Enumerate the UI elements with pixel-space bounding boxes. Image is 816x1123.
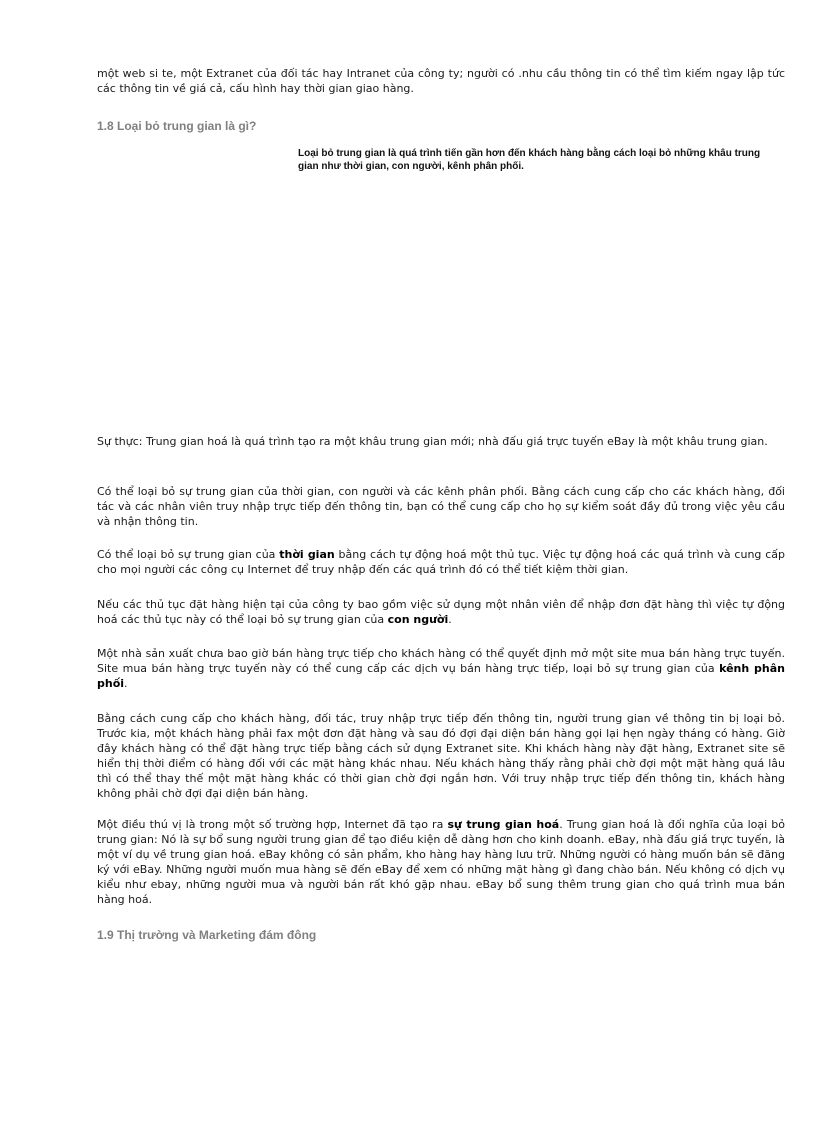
paragraph-time-text-a: Có thể loại bỏ sự trung gian của bbox=[97, 548, 280, 561]
section-heading-1-8: 1.8 Loại bỏ trung gian là gì? bbox=[97, 119, 257, 133]
paragraph-time-text-b: bằng cách tự động hoá một thủ tục. Việc tự động hoá các quá trình và cung cấp cho mọi người các công cụ Internet để truy nhập đến các quá trình đó có thể tiết kiệm thời gian. bbox=[97, 548, 785, 576]
intro-paragraph: một web si te, một Extranet của đối tác hay Intranet của công ty; người có .nhu cầu thông tin có thể tìm kiếm ngay lập tức các thông tin về giá cả, cấu hình hay thời gian giao hàng. bbox=[97, 67, 785, 95]
keyword-time: thời gian bbox=[279, 548, 335, 561]
paragraph-channel bbox=[97, 646, 785, 691]
definition-callout: Loại bỏ trung gian là quá trình tiến gần hơn đến khách hàng bằng cách loại bỏ những khâu trung gian như thời gian, con người, kênh phân phối. bbox=[298, 148, 761, 172]
keyword-channel: kênh phân phối bbox=[97, 662, 785, 690]
paragraph-intermediation-text-a: Một điều thú vị là trong một số trường hợp, Internet đã tạo ra bbox=[97, 818, 448, 831]
keyword-intermediation: sự trung gian hoá bbox=[447, 818, 560, 831]
paragraph-intermediation-text-b: . Trung gian hoá là đối nghĩa của loại bỏ trung gian: Nó là sự bổ sung người trung gian để tạo điều kiện dễ dàng hơn cho kinh doanh. eBay, nhà đấu giá trực tuyến, là một ví dụ về trung gian hoá. eBay không có sản phẩm, kho hàng hay hàng lưu trữ. Những người có hàng muốn bán sẽ đăng ký với eBay. Những người muốn mua hàng sẽ đến eBay để xem có những mặt hàng gì đang chào bán. Nếu không có dịch vụ kiểu như ebay, những người mua và người bán rất khó gặp nhau. eBay bổ sung thêm trung gian cho quá trình mua bán hàng hoá. bbox=[97, 818, 786, 906]
keyword-people: con người bbox=[387, 613, 449, 626]
paragraph-channel-end: . bbox=[124, 677, 128, 690]
paragraph-fact: Sự thực: Trung gian hoá là quá trình tạo ra một khâu trung gian mới; nhà đấu giá trực tuyến eBay là một khâu trung gian. bbox=[97, 435, 768, 448]
paragraph-people-end: . bbox=[448, 613, 452, 626]
paragraph-direct-access: Bằng cách cung cấp cho khách hàng, đối tác, truy nhập trực tiếp đến thông tin, người trung gian về thông tin bị loại bỏ. Trước kia, một khách hàng phải fax một đơn đặt hàng và sau đó đợi đại diện bán hàng gọi lại hẹn ngày tháng có hàng. Giờ đây khách hàng có thể đặt hàng trực tiếp bằng cách sử dụng Extranet site. Khi khách hàng này đặt hàng, Extranet site sẽ hiển thị thời điểm có hàng đối với các mặt hàng khác nhau. Nếu khách hàng thấy rằng phải chờ đợi một mặt hàng quá lâu thì có thể thay thế một mặt hàng khác có thời gian chờ đợi ngắn hơn. Với truy nhập trực tiếp đến thông tin, khách hàng không phải chờ đợi đại diện bán hàng. bbox=[97, 712, 785, 800]
paragraph-intermediation bbox=[97, 817, 785, 907]
section-heading-1-9: 1.9 Thị trường và Marketing đám đông bbox=[97, 928, 317, 942]
paragraph-people bbox=[97, 597, 785, 627]
paragraph-time bbox=[97, 547, 785, 577]
paragraph-people-text: Nếu các thủ tục đặt hàng hiện tại của công ty bao gồm việc sử dụng một nhân viên để nhập đơn đặt hàng thì việc tự động hoá các thủ tục này có thể loại bỏ sự trung gian của bbox=[97, 598, 785, 626]
paragraph-channel-text: Một nhà sản xuất chưa bao giờ bán hàng trực tiếp cho khách hàng có thể quyết định mở một site mua bán hàng trực tuyến. Site mua bán hàng trực tuyến này có thể cung cấp các dịch vụ bán hàng trực tiếp, loại bỏ sự trung gian của bbox=[97, 647, 785, 675]
paragraph-remove-intermediaries: Có thể loại bỏ sự trung gian của thời gian, con người và các kênh phân phối. Bằng cách cung cấp cho các khách hàng, đối tác và các nhân viên truy nhập trực tiếp đến thông tin, bạn có thể cung cấp cho họ sự kiểm soát đầy đủ trong việc yêu cầu và nhận thông tin. bbox=[97, 485, 785, 528]
